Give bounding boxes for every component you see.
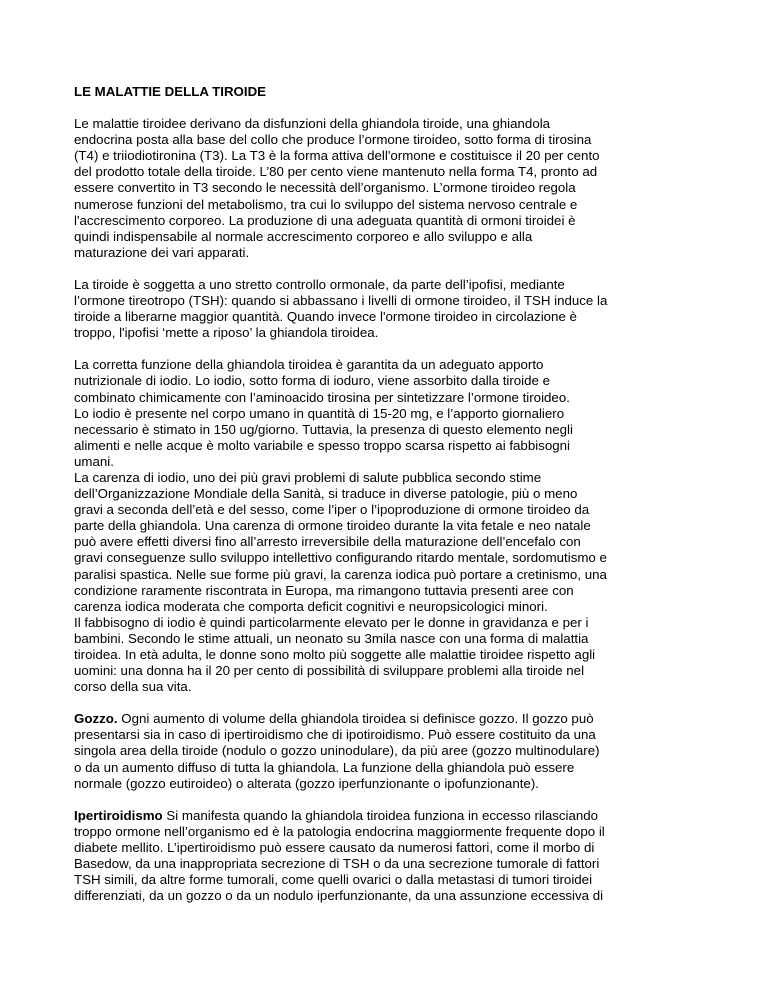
text-line: può avere effetti diversi fino all’arresto irreversibile della maturazione dell’encefalo con <box>74 534 581 550</box>
text-line: gravi conseguenze sullo sviluppo intellettivo configurando ritardo mentale, sordomutismo e <box>74 550 607 566</box>
paragraph-ipertiroidismo <box>74 808 700 905</box>
text-line <box>74 711 700 727</box>
document-title: LE MALATTIE DELLA TIROIDE <box>74 84 267 99</box>
text-line: umani. <box>74 453 114 469</box>
paragraph-iodine <box>74 357 700 695</box>
text-line: parte della ghiandola. Una carenza di ormone tiroideo durante la vita fetale e neo natale <box>74 518 591 534</box>
text-line: La tiroide è soggetta a uno stretto controllo ormonale, da parte dell’ipofisi, mediante <box>74 276 565 292</box>
text-line: (T4) e triiodiotironina (T3). La T3 è la forma attiva dell'ormone e costituisce il 20 per cento <box>74 148 600 164</box>
text-line: l'accrescimento corporeo. La produzione di una adeguata quantità di ormoni tiroidei è <box>74 212 576 228</box>
text-line: endocrina posta alla base del collo che produce l’ormone tiroideo, sotto forma di tirosina <box>74 132 592 148</box>
document-page <box>74 84 700 920</box>
text-line <box>74 808 700 824</box>
text-line: La corretta funzione della ghiandola tiroidea è garantita da un adeguato apporto <box>74 357 544 373</box>
text-line: troppo, l'ipofisi ‘mette a riposo’ la ghiandola tiroidea. <box>74 325 379 341</box>
text-line: maturazione dei vari apparati. <box>74 244 250 260</box>
text-line: differenziati, da un gozzo o da un nodulo iperfunzionante, da una assunzione eccessiva di <box>74 888 604 904</box>
text-line: uomini: una donna ha il 20 per cento di possibilità di sviluppare problemi alla tiroide nel <box>74 663 585 679</box>
text-line: del prodotto totale della tiroide. L’80 per cento viene mantenuto nella forma T4, pronto ad <box>74 164 598 180</box>
text-line: La carenza di iodio, uno dei più gravi problemi di salute pubblica secondo stime <box>74 469 542 485</box>
paragraph-hormonal-control <box>74 277 700 341</box>
term-gozzo: Gozzo. <box>74 711 118 727</box>
text-line: TSH simili, da altre forme tumorali, come quelli ovarici o dalla metastasi di tumori tiroidei <box>74 872 593 888</box>
paragraph-introduction <box>74 116 700 261</box>
text-line: singola area della tiroide (nodulo o gozzo uninodulare), da più aree (gozzo multinodulare) <box>74 743 600 759</box>
text-line: l’ormone tireotropo (TSH): quando si abbassano i livelli di ormone tiroideo, il TSH induce la <box>74 293 608 309</box>
text-line: carenza iodica moderata che comporta deficit cognitivi e neuropsicologici minori. <box>74 598 548 614</box>
term-ipertiroidismo: Ipertiroidismo <box>74 807 163 823</box>
paragraph-gozzo <box>74 711 700 791</box>
text-line: nutrizionale di iodio. Lo iodio, sotto forma di ioduro, viene assorbito dalla tiroide e <box>74 373 551 389</box>
text-line: Lo iodio è presente nel corpo umano in quantità di 15-20 mg, e l’apporto giornaliero <box>74 405 565 421</box>
text-line: Il fabbisogno di iodio è quindi particolarmente elevato per le donne in gravidanza e per i <box>74 614 589 630</box>
text-line: essere convertito in T3 secondo le necessità dell’organismo. L’ormone tiroideo regola <box>74 180 576 196</box>
text-line: numerose funzioni del metabolismo, tra cui lo sviluppo del sistema nervoso centrale e <box>74 196 578 212</box>
text-line: tiroidea. In età adulta, le donne sono molto più soggette alle malattie tiroidee rispetto agli <box>74 647 596 662</box>
text-run: Si manifesta quando la ghiandola tiroidea funziona in eccesso rilasciando <box>162 807 599 823</box>
text-line: necessario è stimato in 150 ug/giorno. Tuttavia, la presenza di questo elemento negli <box>74 421 573 437</box>
text-line: condizione raramente riscontrata in Europa, ma rimangono tuttavia presenti aree con <box>74 582 574 598</box>
text-line: Basedow, da una inappropriata secrezione di TSH o da una secrezione tumorale di fattori <box>74 856 600 872</box>
text-line: dell’Organizzazione Mondiale della Sanità, si traduce in diverse patologie, più o meno <box>74 486 578 502</box>
text-line: normale (gozzo eutiroideo) o alterata (gozzo iperfunzionante o ipofunzionante). <box>74 775 539 791</box>
text-line: presentarsi sia in caso di ipertiroidismo che di ipotiroidismo. Può essere costituito da una <box>74 727 596 743</box>
text-line: paralisi spastica. Nelle sue forme più gravi, la carenza iodica può portare a cretinismo, una <box>74 566 607 582</box>
text-line: combinato chimicamente con l’aminoacido tirosina per sintetizzare l’ormone tiroideo. <box>74 389 570 405</box>
text-line: tiroide a liberarne maggior quantità. Quando invece l'ormone tiroideo in circolazione è <box>74 309 577 325</box>
text-line: alimenti e nelle acque è molto variabile e spesso troppo scarsa rispetto ai fabbisogni <box>74 437 570 453</box>
text-line: o da un aumento diffuso di tutta la ghiandola. La funzione della ghiandola può essere <box>74 759 575 775</box>
text-line: diabete mellito. L’ipertiroidismo può essere causato da numerosi fattori, come il morbo di <box>74 839 595 855</box>
text-line: gravi a seconda dell’età e del sesso, come l’iper o l’ipoproduzione di ormone tiroideo da <box>74 502 590 518</box>
text-line: bambini. Secondo le stime attuali, un neonato su 3mila nasce con una forma di malattia <box>74 630 589 646</box>
text-line: quindi indispensabile al normale accrescimento corporeo e allo sviluppo e alla <box>74 228 533 244</box>
text-line: troppo ormone nell’organismo ed è la patologia endocrina maggiormente frequente dopo il <box>74 823 605 839</box>
text-line: corso della sua vita. <box>74 679 192 695</box>
text-run: Ogni aumento di volume della ghiandola tiroidea si definisce gozzo. Il gozzo può <box>117 711 594 727</box>
text-line: Le malattie tiroidee derivano da disfunzioni della ghiandola tiroide, una ghiandola <box>74 116 551 132</box>
